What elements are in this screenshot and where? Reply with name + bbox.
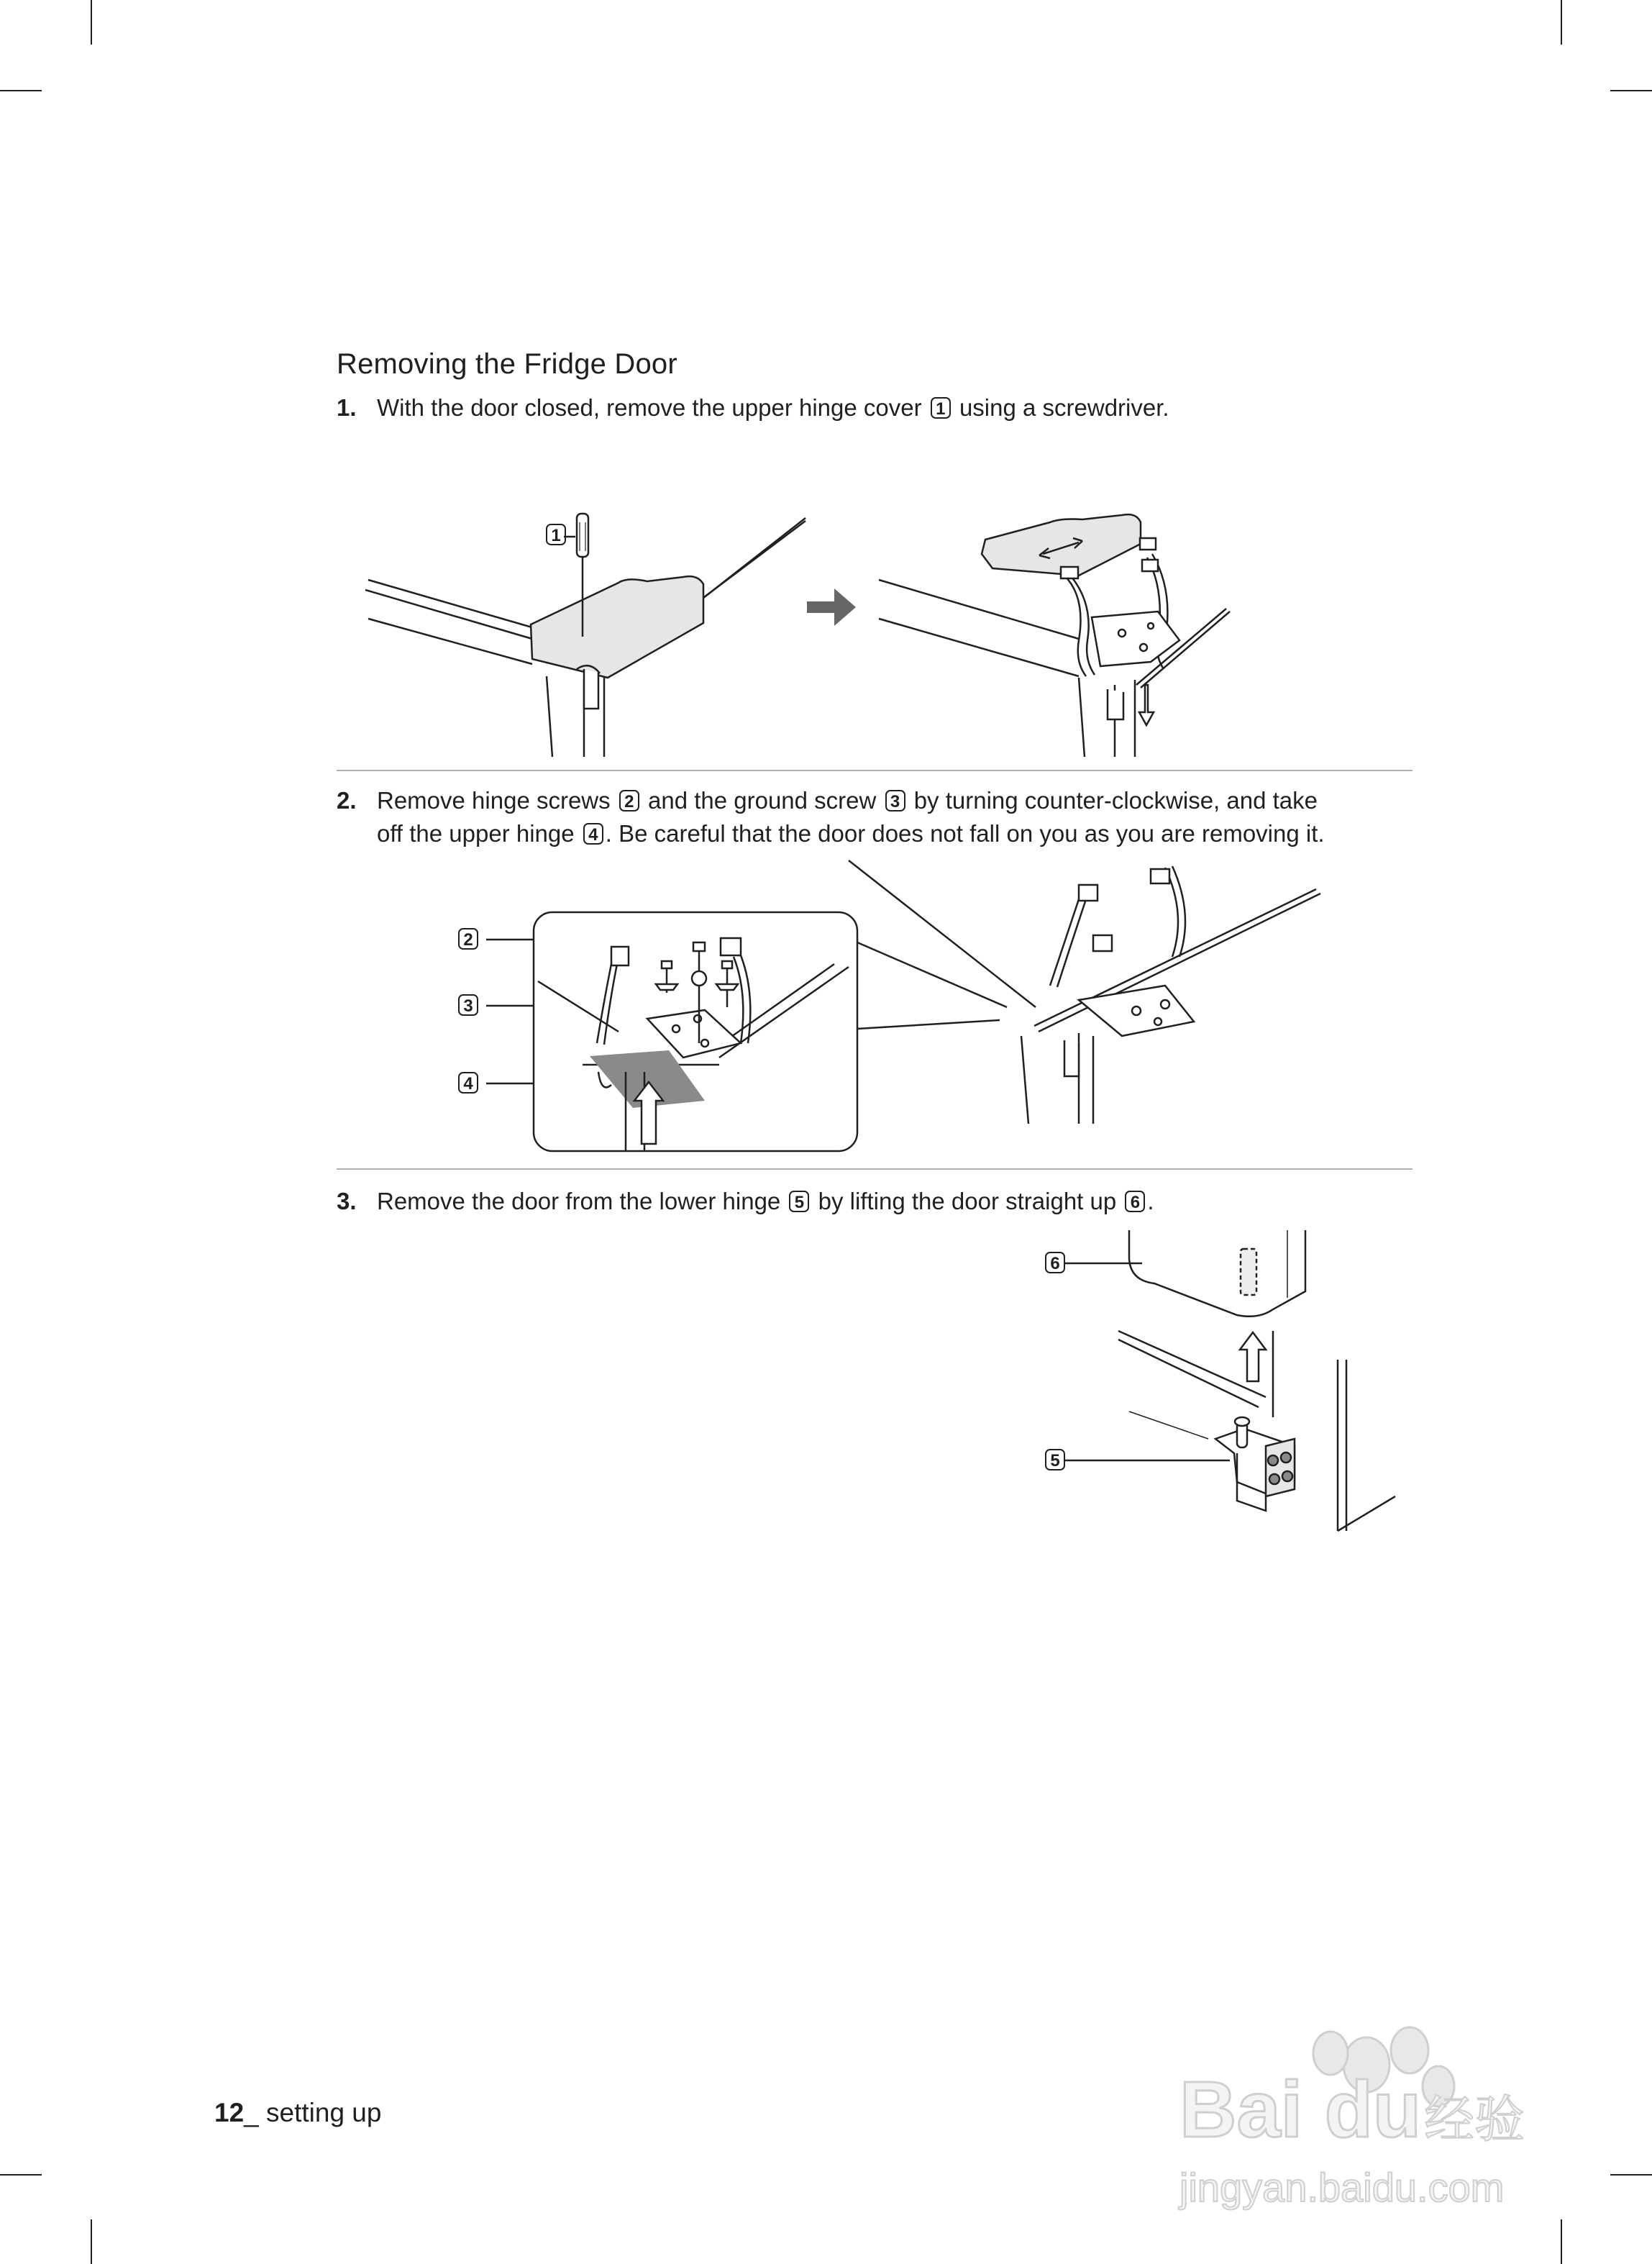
- page-footer: [214, 2098, 381, 2128]
- watermark: [1151, 2007, 1553, 2223]
- crop-mark: [1610, 2174, 1652, 2176]
- callout-badge: 4: [458, 1072, 478, 1094]
- callout-badge: 1: [931, 397, 951, 419]
- figure-remove-hinge-cover: [360, 496, 1431, 770]
- up-arrow-icon: [1240, 1332, 1266, 1381]
- crop-mark: [91, 0, 92, 45]
- callout-badge: 5: [789, 1191, 809, 1212]
- step-text: Remove the door from the lower hinge 5 by lifting the door straight up 6 .: [377, 1188, 1154, 1214]
- watermark-site-cn: 经验: [1424, 2090, 1525, 2149]
- crop-mark: [91, 2219, 92, 2264]
- step-number: 3.: [337, 1188, 357, 1214]
- section-name: _ setting up: [244, 2098, 382, 2127]
- callout-badge: 5: [1045, 1449, 1065, 1470]
- figure-lift-door: [1021, 1223, 1410, 1547]
- callout-badge: 3: [885, 790, 905, 812]
- callout-badge: 2: [458, 928, 478, 950]
- crop-mark: [0, 90, 42, 91]
- crop-mark: [1610, 90, 1652, 91]
- callout-badge: 4: [583, 823, 603, 845]
- divider: [337, 770, 1413, 771]
- callout-badge: 6: [1125, 1191, 1145, 1212]
- hinge-cover: [531, 576, 703, 678]
- crop-mark: [0, 2174, 42, 2176]
- lower-hinge-icon: [1215, 1417, 1295, 1511]
- divider: [337, 1168, 1413, 1170]
- crop-mark: [1561, 2219, 1562, 2264]
- callout-badge: 2: [619, 790, 639, 812]
- step-text: With the door closed, remove the upper hinge cover 1 using a screwdriver.: [377, 394, 1169, 421]
- watermark-url: jingyan.baidu.com: [1179, 2165, 1505, 2210]
- step-number: 1.: [337, 394, 357, 421]
- callout-badge: 6: [1045, 1252, 1065, 1273]
- page-title: Removing the Fridge Door: [337, 348, 677, 380]
- step-2: [337, 784, 1415, 853]
- watermark-brand: Bai du: [1179, 2065, 1422, 2154]
- step-text: Remove hinge screws 2 and the ground screw 3 by turning counter-clockwise, and take off the upper hinge 4 . Be careful that the door does not fall on you as you are removing it.: [377, 787, 1325, 847]
- figure-remove-upper-hinge: [432, 856, 1331, 1158]
- fridge-top-right: [879, 580, 1230, 757]
- right-arrow-icon: [807, 588, 856, 626]
- crop-mark: [1561, 0, 1562, 45]
- page-number: 12: [214, 2098, 245, 2127]
- callout-badge: 1: [546, 524, 566, 545]
- callout-badge: 3: [458, 994, 478, 1016]
- step-number: 2.: [337, 787, 357, 814]
